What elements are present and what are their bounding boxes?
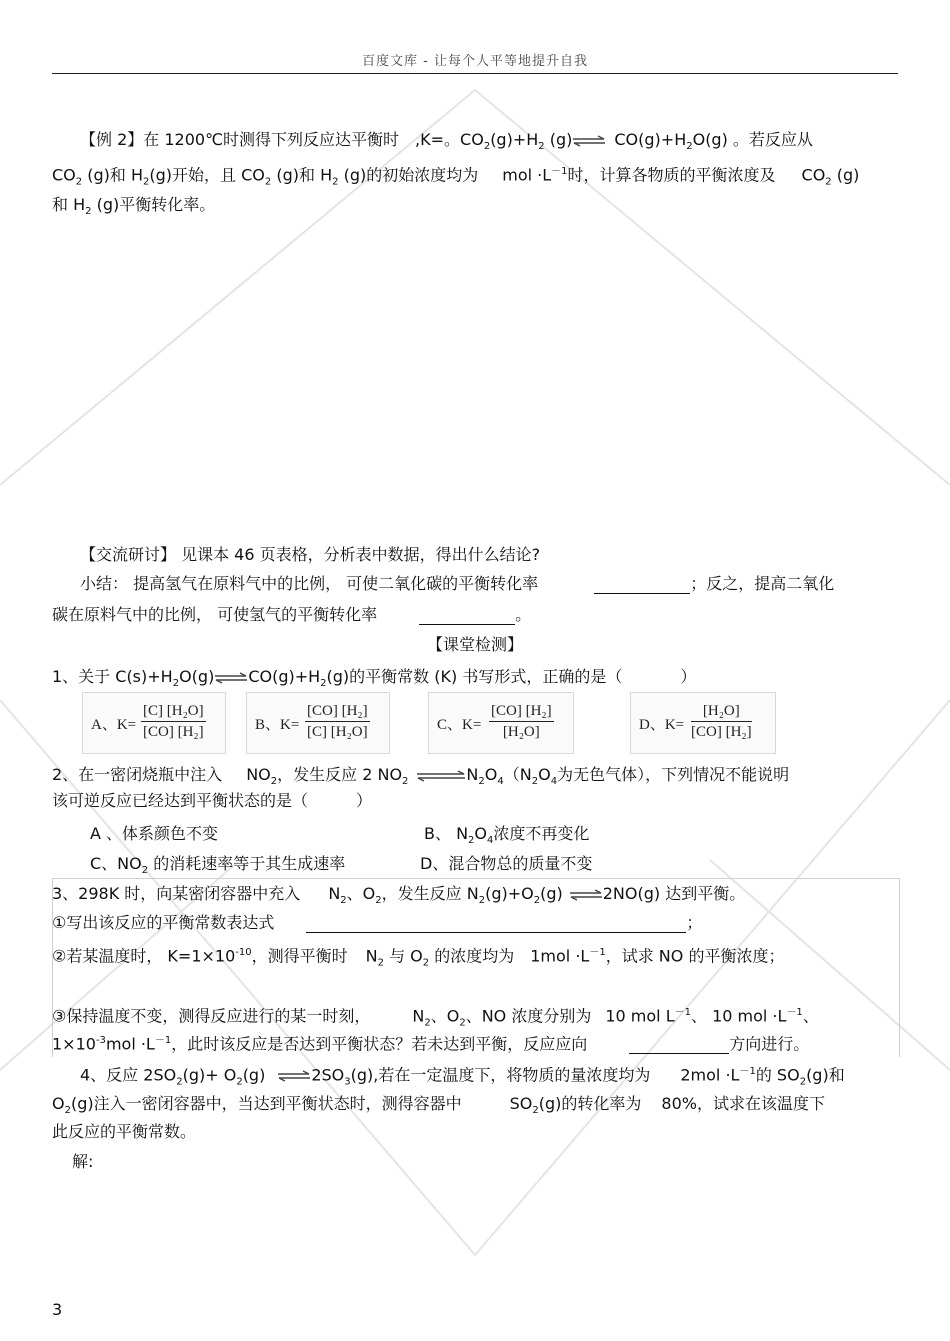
option-fraction: $\frac{\text{[CO] [H₂]}}{\text{[H₂O]}}$ [491,703,552,740]
page-number: 3 [52,1300,63,1319]
section-title: 【课堂检测】 [426,635,523,654]
q1-option-a[interactable]: A、K= $\frac{\text{[C] [H₂O]}}{\text{[CO] [H₂]}}$ [82,692,226,754]
q1-stem: 1、关于 $C(s)+H_2O(g)$ $CO(g)+H_2(g)$的平衡常数 (K) 书写形式，正确的是（ ） [52,667,697,690]
example2-line1: 【例 2】在 1200℃时测得下列反应达平衡时 ,K=。$CO_2(g)+H_2$ (g) $CO(g)+H_2O(g)$ 。若反应从 [80,130,813,153]
q4-line1: 4、反应 $2SO_2(g)+ O_2(g)$ $2SO_3(g)$,若在一定温度下，将物质的量浓度均为 $2mol \cdot L^{-1}$的 $SO_2(g)$和 [80,1065,845,1088]
q2-option-c[interactable]: C、$NO_2$ 的消耗速率等于其生成速率 [90,854,346,877]
example2-line3: 和 $H_2$ (g)平衡转化率。 [52,195,216,218]
q4-line3: 此反应的平衡常数。 [52,1122,197,1141]
page-header: 百度文库 - 让每个人平等地提升自我 [362,54,588,69]
q2-option-d[interactable]: D、混合物总的质量不变 [420,854,593,873]
q4-line2: $O_2(g)$注入一密闭容器中，当达到平衡状态时，测得容器中 $SO_2(g)$的转化率为 80%，试求在该温度下 [52,1094,825,1117]
q4-solve-label: 解: [72,1152,94,1171]
q3-item3-line1: ③保持温度不变，测得反应进行的某一时刻， $N_2$、$O_2$、NO 浓度分别为 10 mol $L^{-1}$、 10 mol $\cdot L^{-1}$、 [52,1006,819,1029]
option-fraction: $\frac{\text{[CO] [H₂]}}{\text{[C] [H₂O]}}$ [307,703,368,740]
q1-option-b[interactable]: B、K= $\frac{\text{[CO] [H₂]}}{\text{[C] [H₂O]}}$ [246,692,390,754]
summary-line2: 碳在原料气中的比例， 可使氢气的平衡转化率 。 [52,605,532,624]
equilibrium-arrow-icon [214,672,248,684]
q3-item2: ②若某温度时， $K=1\times 10^{-10}$，测得平衡时 $N_2$ 与 $O_2$ 的浓度均为 $1mol \cdot L^{-1}$，试求 NO 的平衡浓度； [52,946,785,969]
option-fraction: $\frac{\text{[H₂O]}}{\text{[CO] [H₂]}}$ [691,703,752,740]
answer-blank[interactable] [594,577,690,594]
q3-item1: ①写出该反应的平衡常数表达式 ； [52,913,703,932]
example2-line2: $CO_2$ (g)和 $H_2(g)$开始，且 $CO_2$ (g)和 $H_2$ (g)的初始浓度均为 mol $\cdot L^{-1}$时，计算各物质的平衡浓度及 $CO_2$ (g) [52,165,860,188]
q3-item3-line2: $1\times 10^{-3}mol \cdot L^{-1}$，此时该反应是否达到平衡状态？若未达到平衡，反应应向 方向进行。 [52,1034,810,1054]
summary-line1: 小结： 提高氢气在原料气中的比例， 可使二氧化碳的平衡转化率 ；反之，提高二氧化 [80,574,835,593]
answer-blank[interactable] [419,608,515,625]
equilibrium-arrow-icon [416,770,466,782]
equilibrium-arrow-icon [569,889,603,901]
q1-option-c[interactable]: C、K= $\frac{\text{[CO] [H₂]}}{\text{[H₂O]}}$ [428,692,574,754]
q1-option-d[interactable]: D、K= $\frac{\text{[H₂O]}}{\text{[CO] [H₂]}}$ [630,692,776,754]
q3-line1: 3、298K 时，向某密闭容器中充入 $N_2$、$O_2$，发生反应 $N_2(g)+O_2(g)$ 2NO(g) 达到平衡。 [52,884,746,907]
q2-line1: 2、在一密闭烧瓶中注入 $NO_2$，发生反应 2 $NO_2$ $N_2O_4(N_2O_4$为无色气体），下列情况不能说明 [52,765,790,788]
answer-blank[interactable] [306,916,686,933]
equilibrium-arrow-icon [277,1070,311,1082]
equilibrium-arrow-icon [572,135,606,147]
answer-blank[interactable] [629,1037,729,1054]
exchange-line1: 【交流研讨】 见课本 46 页表格，分析表中数据，得出什么结论? [80,545,541,564]
option-fraction: $\frac{\text{[C] [H₂O]}}{\text{[CO] [H₂]}}$ [143,703,204,740]
header-divider [52,73,898,74]
q2-option-a[interactable]: A 、体系颜色不变 [90,824,219,843]
q2-option-b[interactable]: B、 $N_2O_4$浓度不再变化 [424,824,590,847]
q2-line2: 该可逆反应已经达到平衡状态的是（ ） [52,791,373,810]
